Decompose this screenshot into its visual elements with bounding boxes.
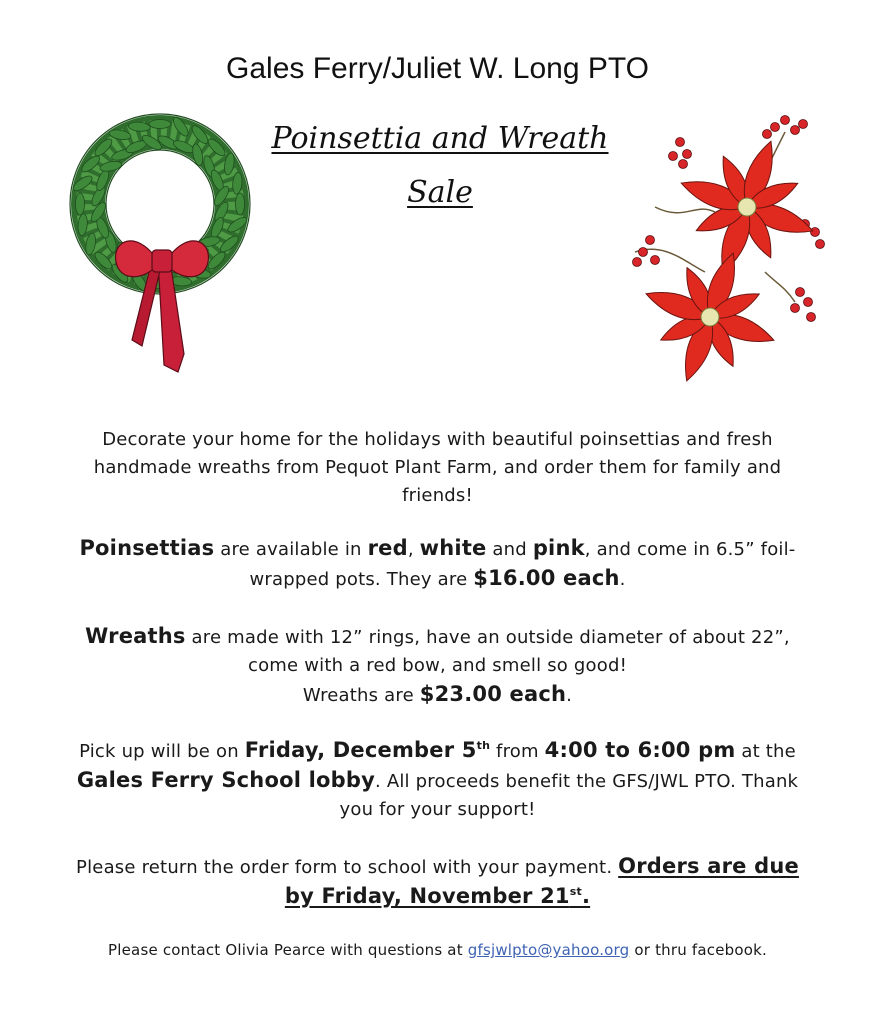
pickup-text-4: . All proceeds benefit the GFS/JWL PTO. Thank you for your support! (339, 771, 799, 820)
page-title: Gales Ferry/Juliet W. Long PTO (226, 52, 649, 85)
pickup-date-suffix: th (476, 739, 491, 752)
sale-heading-line2: Sale (407, 175, 473, 210)
pickup-date-text: Friday, December 5 (244, 738, 477, 762)
pickup-paragraph (60, 736, 815, 824)
poinsettias-paragraph (60, 534, 815, 594)
color-red: red (367, 536, 408, 560)
orders-due-text: Orders are due by Friday, November 21 (284, 854, 799, 908)
contact-text-2: or thru facebook. (629, 941, 767, 959)
poinsettias-text-1: are available in (214, 539, 368, 560)
orders-paragraph (60, 852, 815, 912)
pickup-text-2: from (490, 741, 545, 762)
wreaths-label: Wreaths (85, 624, 186, 648)
wreaths-text-1: are made with 12” rings, have an outside diameter of about 22”, come with a red bow, and smell so good! (185, 627, 790, 676)
contact-text-1: Please contact Olivia Pearce with questions at (108, 941, 468, 959)
pickup-date (245, 738, 490, 762)
pickup-text-3: at the (735, 741, 796, 762)
sale-heading-line1: Poinsettia and Wreath (271, 121, 609, 156)
pickup-place: Gales Ferry School lobby (76, 768, 375, 792)
wreaths-paragraph (60, 622, 815, 710)
poinsettia-illustration (625, 112, 830, 402)
pickup-text-1: Pick up will be on (79, 741, 245, 762)
sale-heading (230, 112, 650, 220)
wreaths-text-2: Wreaths are (302, 685, 420, 706)
poinsettias-label: Poinsettias (79, 536, 215, 560)
wreath-price: $23.00 each (419, 682, 567, 706)
orders-due-suffix: st (569, 885, 582, 898)
pickup-time: 4:00 to 6:00 pm (544, 738, 736, 762)
orders-text-1: Please return the order form to school with your payment. (76, 857, 619, 878)
poinsettias-text-2: and (486, 539, 533, 560)
wreaths-end: . (566, 685, 573, 706)
color-pink: pink (532, 536, 585, 560)
orders-due-end: . (581, 884, 591, 908)
contact-line (60, 939, 815, 961)
intro-paragraph: Decorate your home for the holidays with beautiful poinsettias and fresh handmade wreaths from Pequot Plant Farm, and order them for family and friends! (93, 429, 782, 506)
poinsettias-end: . (619, 569, 626, 590)
wreath-illustration (66, 110, 256, 380)
color-white: white (419, 536, 487, 560)
poinsettias-sep: , (407, 539, 420, 560)
poinsettia-price: $16.00 each (473, 566, 620, 590)
poinsettias-text-3: , and come in 6.5” foil-wrapped pots. They are (249, 539, 796, 590)
contact-email-link[interactable]: gfsjwlpto@yahoo.org (467, 941, 630, 959)
